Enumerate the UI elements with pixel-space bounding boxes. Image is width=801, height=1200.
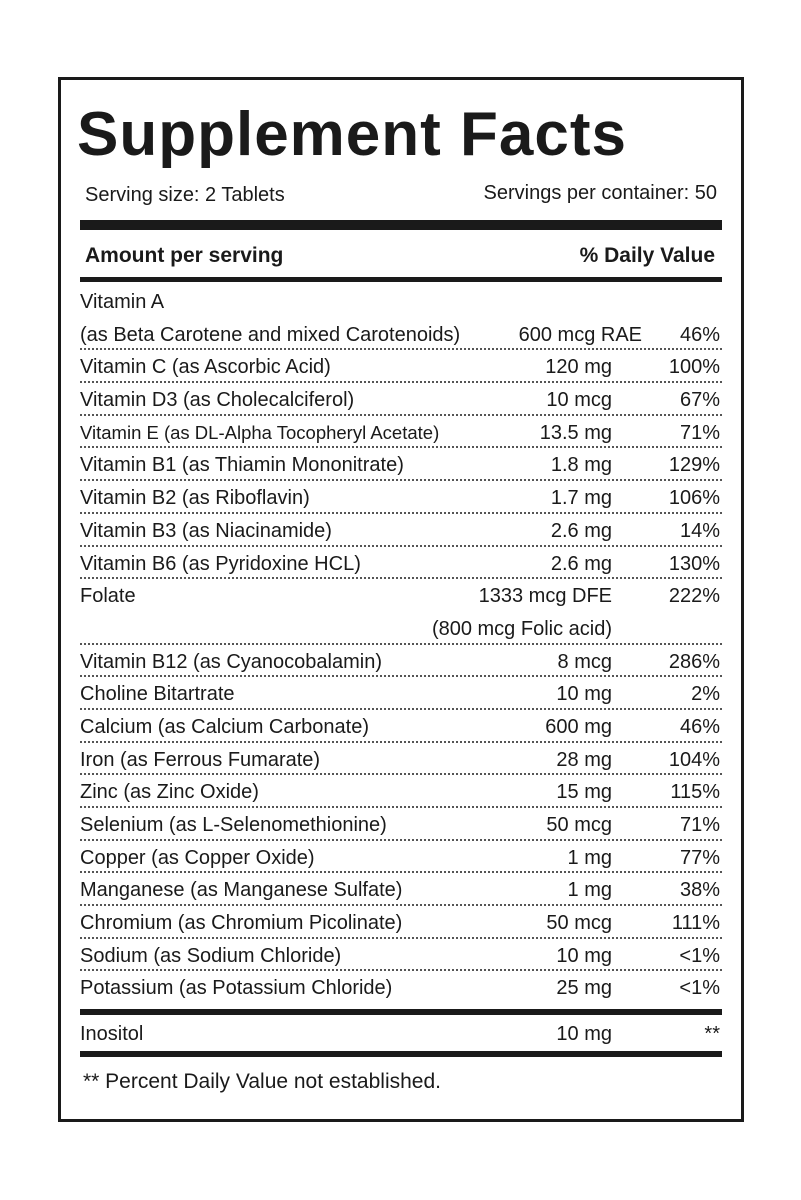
nutrient-amount: 25 mg [556,977,612,1000]
nutrient-amount: 1333 mcg DFE [478,585,612,608]
nutrient-name: Calcium (as Calcium Carbonate) [80,715,369,738]
nutrient-amount: 10 mcg [546,389,612,412]
table-row [80,547,722,580]
nutrient-name: Iron (as Ferrous Fumarate) [80,748,321,771]
divider-thick [80,220,722,230]
servings-per-container: Servings per container: 50 [483,182,717,204]
amount-per-serving-header: Amount per serving [85,244,284,267]
nutrient-name: Vitamin D3 (as Cholecalciferol) [80,389,355,412]
nutrient-daily-value: <1% [679,944,720,967]
nutrient-daily-value: 46% [679,323,720,346]
table-row [80,612,722,645]
table-row [80,645,722,678]
nutrient-name: Vitamin C (as Ascorbic Acid) [80,356,331,379]
nutrient-name: Vitamin B6 (as Pyridoxine HCL) [80,552,361,575]
supplement-facts-panel [58,77,744,1122]
nutrient-amount: 1 mg [567,879,612,902]
nutrient-amount: 120 mg [545,356,612,379]
nutrient-daily-value: 67% [679,389,720,412]
nutrient-amount: 15 mg [556,781,612,804]
panel-title: Supplement Facts [77,100,627,169]
nutrient-amount: 1.7 mg [550,487,612,510]
table-row [80,383,722,416]
table-row [80,481,722,514]
daily-value-header: % Daily Value [579,244,715,267]
nutrient-daily-value: 129% [668,454,720,477]
nutrient-daily-value: <1% [679,977,720,1000]
nutrient-amount-note: (800 mcg Folic acid) [431,617,612,640]
nutrient-daily-value: 14% [679,519,720,542]
nutrient-amount: 50 mcg [546,814,612,836]
nutrient-name: Vitamin B3 (as Niacinamide) [80,519,332,542]
nutrient-name: Manganese (as Manganese Sulfate) [80,879,403,902]
nutrient-daily-value: 71% [679,814,720,836]
nutrient-name: Vitamin B1 (as Thiamin Mononitrate) [80,454,404,477]
table-row [80,743,722,776]
nutrient-name: Zinc (as Zinc Oxide) [80,781,259,804]
table-row [80,285,722,318]
nutrient-table [80,285,722,1004]
nutrient-name: Folate [80,585,136,608]
table-row [80,514,722,547]
nutrient-amount: 13.5 mg [539,421,612,444]
table-row [80,416,722,449]
divider-medium [80,1051,722,1057]
nutrient-daily-value: ** [704,1023,720,1045]
table-row [80,448,722,481]
nutrient-amount: 600 mg [545,715,612,738]
nutrient-amount: 2.6 mg [550,552,612,575]
nutrient-daily-value: 115% [670,781,720,804]
table-row [80,710,722,743]
nutrient-name: Copper (as Copper Oxide) [80,846,315,869]
table-row [80,971,722,1004]
nutrient-name: (as Beta Carotene and mixed Carotenoids) [80,323,461,346]
nutrient-name: Potassium (as Potassium Chloride) [80,977,393,1000]
nutrient-daily-value: 2% [691,683,720,706]
table-row [80,906,722,939]
nutrient-name: Vitamin E (as DL-Alpha Tocopheryl Acetate) [80,421,440,443]
nutrient-amount: 1 mg [567,846,612,869]
nutrient-name: Sodium (as Sodium Chloride) [80,944,342,967]
nutrient-amount: 2.6 mg [550,519,612,542]
nutrient-daily-value: 222% [668,585,720,608]
nutrient-name: Vitamin A [80,291,165,313]
nutrient-name: Choline Bitartrate [80,683,235,706]
divider-medium [80,1009,722,1015]
divider-medium [80,277,722,282]
nutrient-amount: 10 mg [556,683,612,706]
serving-size: Serving size: 2 Tablets [85,184,285,206]
nutrient-amount: 10 mg [556,944,612,967]
table-row [80,808,722,841]
nutrient-name: Selenium (as L-Selenomethionine) [80,814,387,836]
footnote: ** Percent Daily Value not established. [83,1070,441,1093]
nutrient-daily-value: 46% [679,715,720,738]
nutrient-daily-value: 38% [679,879,720,902]
nutrient-daily-value: 77% [679,846,720,869]
nutrient-daily-value: 71% [679,421,720,444]
nutrient-daily-value: 106% [668,487,720,510]
table-row [80,841,722,874]
table-row [80,775,722,808]
nutrient-amount: 600 mcg RAE [518,323,642,346]
nutrient-daily-value: 130% [668,552,720,575]
nutrient-amount: 50 mcg [546,912,612,935]
nutrient-daily-value: 104% [668,748,720,771]
nutrient-daily-value: 286% [668,650,720,673]
table-row-inositol [80,1017,722,1051]
nutrient-name: Vitamin B12 (as Cyanocobalamin) [80,650,383,673]
table-row [80,318,722,351]
nutrient-amount: 1.8 mg [550,454,612,477]
table-row [80,579,722,612]
nutrient-amount: 28 mg [556,748,612,771]
nutrient-daily-value: 100% [668,356,720,379]
nutrient-amount: 10 mg [556,1023,612,1045]
table-row [80,350,722,383]
nutrient-daily-value: 111% [671,912,720,935]
nutrient-name: Vitamin B2 (as Riboflavin) [80,487,310,510]
nutrient-name: Inositol [80,1023,144,1045]
table-row [80,677,722,710]
nutrient-name: Chromium (as Chromium Picolinate) [80,912,403,935]
table-row [80,939,722,972]
table-row [80,873,722,906]
nutrient-amount: 8 mcg [557,650,612,673]
